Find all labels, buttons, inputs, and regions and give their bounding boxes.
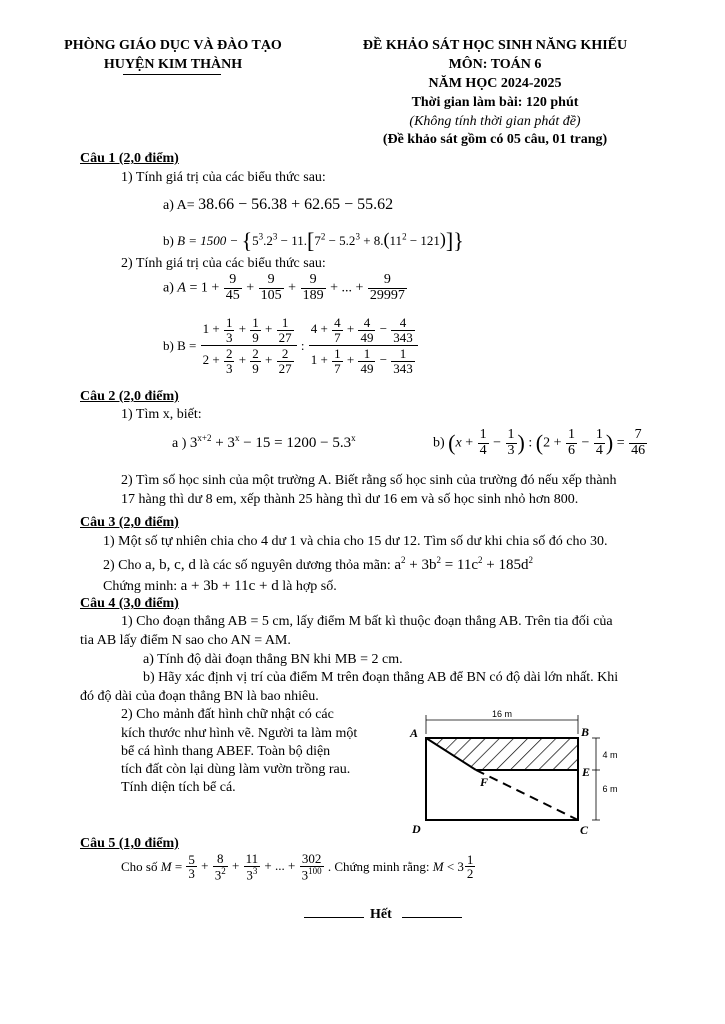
q2-a: a ) $3^{x+2} + 3^x - 15 = 1200 - 5.3^x$ [172,433,356,451]
q3-p3-pre: Chứng minh: [103,579,178,594]
q4-p2-line5: Tính diện tích bể cá. [121,780,236,795]
q2-b: b) (x + $\frac{1}{4}$ − $\frac{1}{3}$ ) : (2 + $\frac{1}{6}$ − $\frac{1}{4}$ ) = $\frac{7}{46}$ [433,427,646,458]
q3-p2: 2) Cho a, b, c, d là các số nguyên dương thỏa mãn: $a^2 + 3b^2 = 11c^2 + 185d^2$ [103,555,533,573]
q5-mid: . Chứng minh rằng: [327,858,430,874]
q4-title: Câu 4 (3,0 điểm) [80,596,179,611]
q2-a-label: a ) [172,436,187,451]
end-rule-left [304,917,364,918]
q3-p1: 1) Một số tự nhiên chia cho 4 dư 1 và chia cho 15 dư 12. Tìm số dư khi chia số đó cho 30. [103,534,608,549]
q4-pa: a) Tính độ dài đoạn thẳng BN khi MB = 2 cm. [143,652,403,667]
q3-title: Câu 3 (2,0 điểm) [80,515,179,530]
point-c-label: C [580,823,589,837]
q1-p2: 2) Tính giá trị của các biểu thức sau: [121,256,326,271]
q1-c-label: a) [163,280,174,296]
school-year: NĂM HỌC 2024-2025 [428,76,562,91]
q1-a-label: a) A= [163,198,195,213]
q3-p2-pre: 2) Cho [103,558,142,573]
q1-b-label: b) [163,233,174,248]
point-f-label: F [480,775,489,789]
dim-right-bottom-label: 6 m [602,784,618,794]
point-e-label: E [582,765,591,779]
q4-p2-line3: bể cá hình thang ABEF. Toàn bộ diện [121,744,331,759]
subject: MÔN: TOÁN 6 [448,57,542,72]
q1-d: b) B = 1 + $\frac{1}{3}$ + $\frac{1}{9}$ + $\frac{1}{27}$ 2 + $\frac{2}{3}$ + $\frac{2}{9}$ + $\frac{2}{27}$ : 4 + $\frac{4}{7}$ + $\frac{4}{49}$ − $\frac{4}{343}$ 1 + $\frac{1}{7}$ + $\frac{1}{49}$ − $\frac{1}{343}$ [163,316,419,376]
q2-p2-line2: 17 hàng thì dư 8 em, xếp thành 25 hàng thì dư 16 em và số học sinh nhỏ hơn 800. [121,492,579,507]
fishpond-figure [404,706,634,840]
point-d-label: D [412,822,421,836]
q1-a-expr: 38.66 − 56.38 + 62.65 − 55.62 [198,196,394,213]
q1-title: Câu 1 (2,0 điểm) [80,151,179,166]
q4-pb-line1: b) Hãy xác định vị trí của điểm M trên đoạn thẳng AB để BN có độ dài lớn nhất. Khi [143,670,619,685]
segment-fc [476,770,578,820]
q2-b-label: b) [433,435,445,451]
q5-title: Câu 5 (1,0 điểm) [80,836,179,851]
time-note: (Không tính thời gian phát đề) [409,114,581,129]
dim-top-label: 16 m [491,709,513,719]
q2-title: Câu 2 (2,0 điểm) [80,389,179,404]
q4-p1-line2: tia AB lấy điểm N sao cho AN = AM. [80,633,291,648]
q1-d-label: b) B = [163,337,197,353]
time-allowed: Thời gian làm bài: 120 phút [411,95,579,110]
q2-p2-line1: 2) Tìm số học sinh của một trường A. Biết rằng số học sinh của trường đó nếu xếp thành [121,473,617,488]
fishpond-hatch [426,738,578,770]
q1-b: b) $B = 1500 - \{5^3.2^3 - 11.[7^2 - 5.2^3 + 8.(11^2 - 121)]\}$ [163,228,464,253]
exam-title: ĐỀ KHẢO SÁT HỌC SINH NĂNG KHIẾU [362,38,628,53]
end-label: Hết [370,907,392,922]
q2-p1: 1) Tìm x, biết: [121,407,202,422]
q3-p3-post: là hợp số. [282,579,337,594]
dept-name: PHÒNG GIÁO DỤC VÀ ĐÀO TẠO [64,38,282,53]
q4-pb-line2: đó độ dài của đoạn thẳng BN là bao nhiêu. [80,689,319,704]
q1-p1: 1) Tính giá trị của các biểu thức sau: [121,170,326,185]
q3-p3-expr: a + 3b + 11c + d [180,578,279,594]
page-note: (Đề khảo sát gồm có 05 câu, 01 trang) [382,132,608,147]
end-rule-right [402,917,462,918]
q1-a [163,196,393,214]
q5-pre: Cho số [121,858,158,874]
q3-p3 [103,578,337,595]
q4-p2-line1: 2) Cho mảnh đất hình chữ nhật có các [121,707,334,722]
header-rule [123,74,221,75]
district-name: HUYỆN KIM THÀNH [103,57,243,72]
q4-p1-line1: 1) Cho đoạn thẳng AB = 5 cm, lấy điểm M bất kì thuộc đoạn thẳng AB. Trên tia đối của [121,614,613,629]
q3-p2-mid: là các số nguyên dương thỏa mãn: [199,558,391,573]
point-b-label: B [581,725,590,739]
point-a-label: A [410,726,419,740]
q1-c: a) A = 1 + $\frac{9}{45}$ + $\frac{9}{105}$ + $\frac{9}{189}$ + ... + $\frac{9}{29997}$ [163,272,405,303]
q4-p2-line2: kích thước như hình vẽ. Người ta làm một [121,726,358,741]
q1-b-expr-start: B = 1500 − [177,233,239,248]
q3-p2-vars: a, b, c, d [145,557,196,573]
q4-p2-line4: tích đất còn lại dùng làm vườn trồng rau. [121,762,351,777]
dim-right-top-label: 4 m [602,750,618,760]
q5-body: Cho số M = $\frac{5}{3}$ + $\frac{8}{3^2}$ + $\frac{11}{3^3}$ + ... + $\frac{302}{3^{100}}$ . Chứng minh rằng: M < 3 $\frac{1}{2}$ [121,851,474,882]
